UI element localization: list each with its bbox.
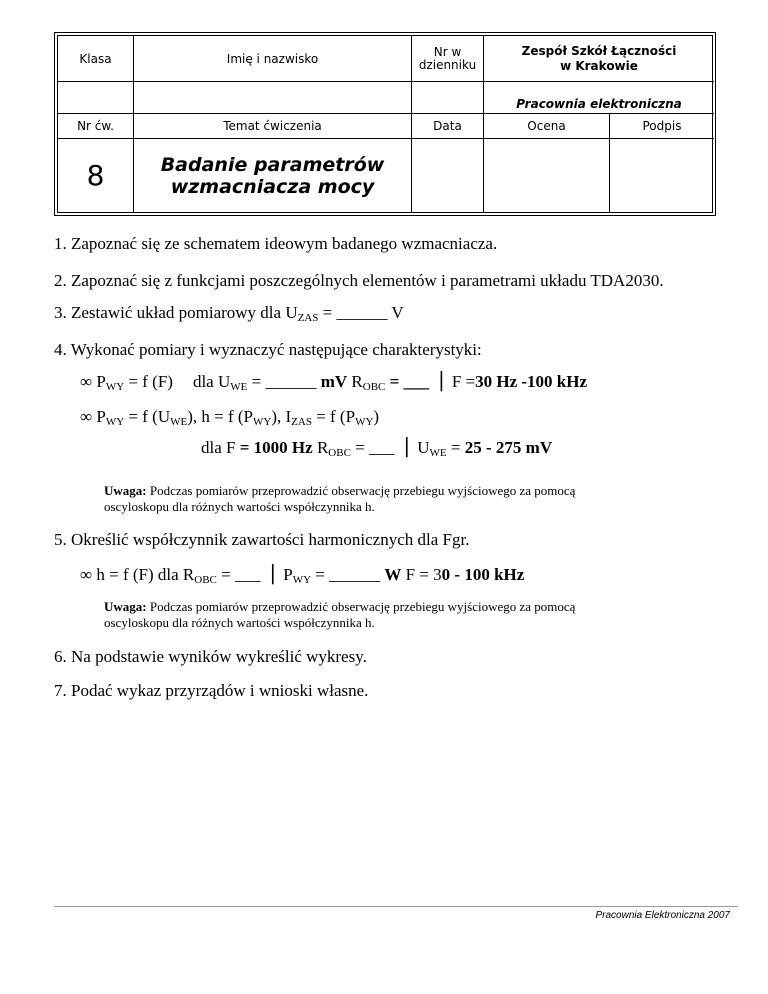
step-3-value: = ______ V [318,303,404,322]
note-text-2: oscyloskopu dla różnych wartości współczynnika h. [104,499,375,514]
f2-b: = f (U [124,407,171,426]
formula-pwy-f [80,372,587,392]
exercise-topic [134,139,412,212]
f2-e: = f (P [311,407,356,426]
diary-number-label [412,36,484,82]
f3-u-val: 25 - 275 mV [464,438,553,457]
f4-c-sub: WY [292,574,312,586]
note-text-1: Podczas pomiarów przeprowadzić obserwację przebiegu wyjściowego za pomocą [146,599,576,614]
school-line-1: Zespół Szkół Łączności [521,43,677,58]
separator-icon: ⎜ [404,438,414,457]
date-value-cell [412,139,484,212]
note-label: Uwaga: [104,599,147,614]
f1-mv: mV [320,372,348,391]
note-text-1: Podczas pomiarów przeprowadzić obserwację przebiegu wyjściowego za pomocą [146,483,576,498]
grade-label: Ocena [484,114,610,139]
bullet-icon: ∞ [80,372,93,391]
f1-p-sub: WY [105,381,125,393]
step-4: 4. Wykonać pomiary i wyznaczyć następujące charakterystyki: [54,340,482,359]
topic-label: Temat ćwiczenia [134,114,412,139]
step-6: 6. Na podstawie wyników wykreślić wykresy. [54,647,367,666]
step-5: 5. Określić współczynnik zawartości harmonicznych dla Fgr. [54,530,470,549]
diary-value-cell [412,82,484,114]
step-7: 7. Podać wykaz przyrządów i wnioski własne. [54,681,369,700]
f2-d: ), I [271,407,292,426]
f3-u-sub: WE [429,447,447,459]
note-1 [104,483,704,515]
formula-pwy-uwe [80,407,379,427]
school-name [484,36,714,82]
footer-text: Pracownia Elektroniczna 2007 [595,910,730,921]
f1-r-val: = ___ [385,372,430,391]
topic-line-1: Badanie parametrów [160,153,385,176]
step-1: 1. Zapoznać się ze schematem ideowym badanego wzmacniacza. [54,234,498,253]
f3-u: U [413,438,430,457]
bullet-icon: ∞ [80,565,93,584]
f1-u-val: = ______ [247,372,321,391]
f3-r-val: = ___ [350,438,395,457]
name-value-cell [134,82,412,114]
f1-r-sub: OBC [362,381,386,393]
f1-eq: = f (F) [124,372,173,391]
f2-a-sub: WY [105,416,125,428]
formula-h-f [80,565,524,585]
dzienniku-text: dzienniku [418,57,477,72]
bullet-icon: ∞ [80,407,93,426]
nr-w-text: Nr w [433,44,462,59]
name-label: Imię i nazwisko [134,36,412,82]
footer-divider [54,906,738,907]
f4-e: F = 3 [401,565,442,584]
step-3-sub: ZAS [297,312,319,324]
lab-name: Pracownia elektroniczna [484,82,714,114]
school-line-2: w Krakowie [560,58,638,73]
f1-r: R [347,372,363,391]
separator-icon: ⎜ [270,565,279,584]
f1-u-sub: WE [230,381,248,393]
f2-c-sub: WY [253,416,272,428]
f1-f: F = [447,372,476,391]
f3-u-eq: = [446,438,465,457]
f1-dla: dla U [192,372,231,391]
f4-c: P [278,565,293,584]
f4-f-val: 0 - 100 kHz [441,565,525,584]
f4-a-sub: OBC [194,574,217,586]
f2-f: ) [373,407,380,426]
step-3-text: 3. Zestawić układ pomiarowy dla U [54,303,298,322]
note-text-2: oscyloskopu dla różnych wartości współczynnika h. [104,615,375,630]
grade-value-cell [484,139,610,212]
f2-b-sub: WE [170,416,188,428]
nr-cw-label: Nr ćw. [58,114,134,139]
header-table [54,32,716,216]
f1-f-val: 30 Hz -100 kHz [475,372,588,391]
separator-icon: ⎜ [439,372,448,391]
date-label: Data [412,114,484,139]
f2-d-sub: ZAS [291,416,312,428]
f3-f-val: = 1000 Hz [239,438,313,457]
signature-value-cell [610,139,714,212]
note-label: Uwaga: [104,483,147,498]
topic-line-2: wzmacniacza mocy [170,175,375,198]
f4-w: W [384,565,402,584]
f3-dla: dla F [201,438,240,457]
signature-label: Podpis [610,114,714,139]
formula-dla-f [201,438,552,458]
f4-d: = ______ [311,565,385,584]
exercise-number: 8 [58,139,134,212]
klasa-value-cell [58,82,134,114]
f1-p: P [92,372,106,391]
klasa-label: Klasa [58,36,134,82]
f4-b: = ___ [216,565,261,584]
f2-a: P [92,407,106,426]
f3-r: R [312,438,329,457]
f4-a: h = f (F) dla R [92,565,195,584]
f3-r-sub: OBC [328,447,351,459]
step-3 [54,303,404,323]
step-2: 2. Zapoznać się z funkcjami poszczególnych elementów i parametrami układu TDA2030. [54,271,664,290]
f2-c: ), h = f (P [187,407,253,426]
f2-e-sub: WY [355,416,374,428]
note-2 [104,599,704,631]
